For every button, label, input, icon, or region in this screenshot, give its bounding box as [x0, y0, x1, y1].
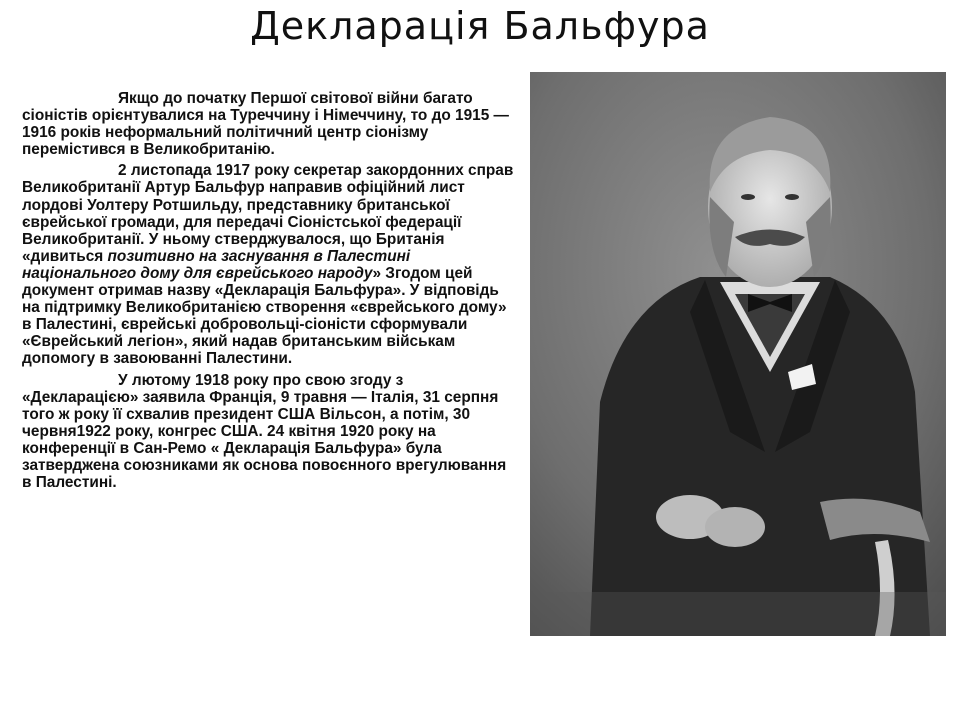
portrait-image — [530, 72, 946, 636]
paragraph-2 — [22, 162, 514, 367]
paragraph-2-text-end: » Згодом цей документ отримав назву «Декларація Бальфура». У відповідь на підтримку Великобританією створення «єврейського дому» в Палестині, єврейські добровольці-сіоністи сформували «Єврейський легіон», який надав британським військам допомогу в завоюванні Палестини. — [22, 264, 507, 368]
body-text — [22, 90, 514, 660]
paragraph-3-text: У лютому 1918 року про свою згоду з «Декларацією» заявила Франція, 9 травня — Італія, 31 серпня того ж року її схвалив президент США Вільсон, а потім, 30 червня1922 року, конгрес США. 24 квітня 1920 року на конференції в Сан-Ремо « Декларація Бальфура» була затверджена союзниками як основа повоєнного врегулювання в Палестині. — [22, 371, 507, 492]
slide-title: Декларація Бальфура — [250, 4, 710, 48]
portrait-photo — [530, 72, 946, 636]
paragraph-3 — [22, 372, 514, 492]
paragraph-1 — [22, 90, 514, 158]
paragraph-1-text: Якщо до початку Першої світової війни багато сіоністів орієнтувалися на Туреччину і Німеччину, то до 1915 — 1916 років неформальний політичний центр сіонізму перемістився в Великобританію. — [22, 90, 509, 159]
declaration-quote: позитивно на заснування в Палестині національного дому для єврейського народу — [22, 247, 411, 282]
paragraph-2-text-start: 2 листопада 1917 року секретар закордонних справ Великобританії Артур Бальфур направив офіційний лист лордові Уолтеру Ротшильду, представнику британської єврейської громади, для передачі Сіоністської федерації Великобританії. У ньому стверджувалося, що Британія «дивиться — [22, 162, 514, 265]
